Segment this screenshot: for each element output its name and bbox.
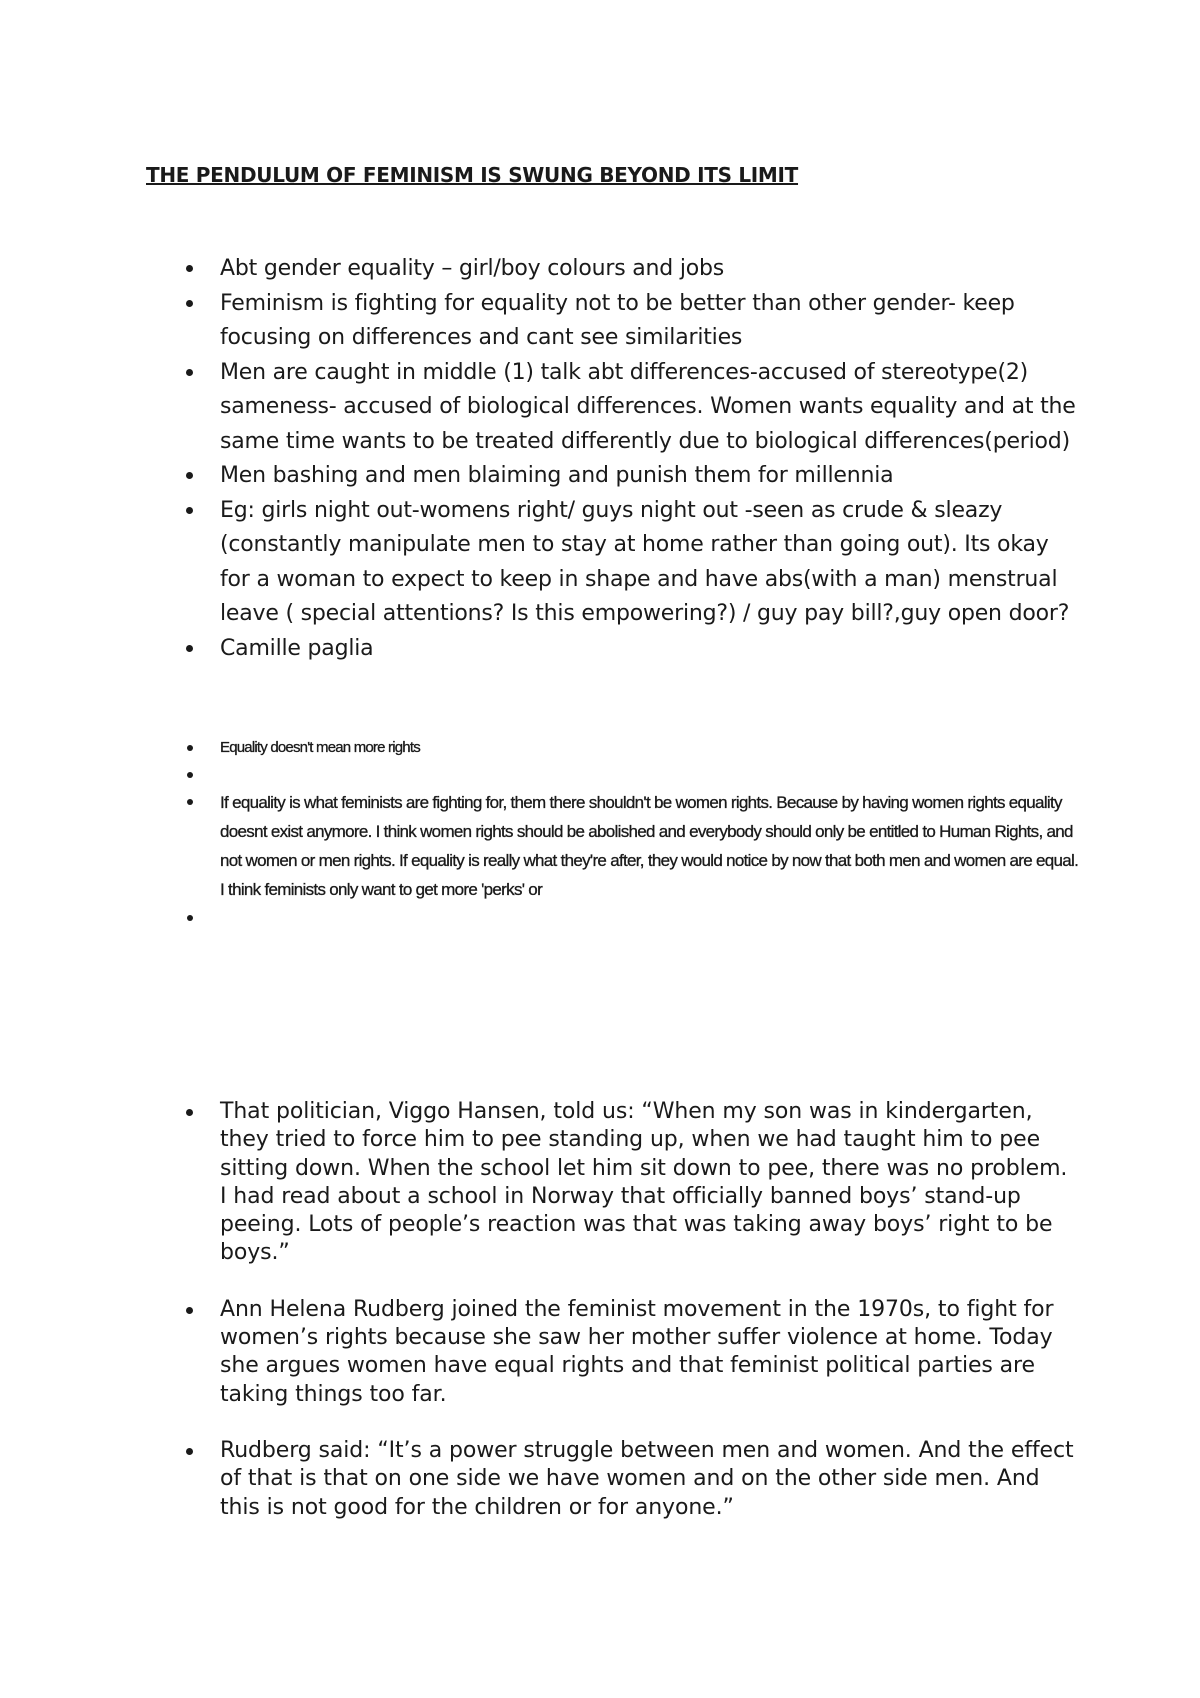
list-item [0, 761, 1080, 788]
bullet-icon [186, 1307, 193, 1314]
list-item: Equality doesn't mean more rights [0, 734, 1080, 761]
bullet-icon [186, 369, 193, 376]
list-item [0, 904, 1080, 931]
bullet-icon [187, 915, 193, 921]
list-item: Rudberg said: “It’s a power struggle between men and women. And the effect of that is that on one side we have women and on the other side men. And this is not good for the children or for anyone.” [0, 1437, 1080, 1522]
list-item: That politician, Viggo Hansen, told us: “When my son was in kindergarten, they tried to force him to pee standing up, when we had taught him to pee sitting down. When the school let him sit down to pee, there was no problem. I had read about a school in Norway that officially banned boys’ stand-up peeing. Lots of people’s reaction was that was taking away boys’ right to be boys.” [0, 1098, 1080, 1268]
list-item: Men bashing and men blaiming and punish them for millennia [0, 459, 1080, 494]
list-item: Camille paglia [0, 632, 1080, 667]
list-item: Feminism is fighting for equality not to be better than other gender- keep focusing on differences and cant see similarities [0, 287, 1080, 356]
bullet-icon [186, 507, 193, 514]
list-item: Abt gender equality – girl/boy colours and jobs [0, 252, 1080, 287]
document-title: THE PENDULUM OF FEMINISM IS SWUNG BEYOND ITS LIMIT [146, 163, 799, 188]
quotes-list [0, 1098, 1200, 1550]
list-item: Men are caught in middle (1) talk abt differences-accused of stereotype(2) sameness- accused of biological differences. Women wants equality and at the same time wants to be treated differently due to biological differences(period) [0, 356, 1080, 460]
bullet-icon [186, 645, 193, 652]
bullet-icon [187, 772, 193, 778]
list-item: If equality is what feminists are fighting for, them there shouldn't be women rights. Because by having women rights equality doesnt exist anymore. I think women rights should be abolished and everybody should only be entitled to Human Rights, and not women or men rights. If equality is really what they're after, they would notice by now that both men and women are equal. I think feminists only want to get more 'perks' or [0, 788, 1080, 904]
list-item: Ann Helena Rudberg joined the feminist movement in the 1970s, to fight for women’s rights because she saw her mother suffer violence at home. Today she argues women have equal rights and that feminist political parties are taking things too far. [0, 1296, 1080, 1409]
bullet-icon [186, 265, 193, 272]
argument-list [0, 734, 1200, 931]
bullet-icon [187, 745, 193, 751]
notes-list [0, 252, 1200, 666]
bullet-icon [186, 300, 193, 307]
list-item: Eg: girls night out-womens right/ guys night out -seen as crude & sleazy (constantly manipulate men to stay at home rather than going out). Its okay for a woman to expect to keep in shape and have abs(with a man) menstrual leave ( special attentions? Is this empowering?) / guy pay bill?,guy open door? [0, 494, 1080, 632]
bullet-icon [187, 799, 193, 805]
bullet-icon [186, 1448, 193, 1455]
bullet-icon [186, 1109, 193, 1116]
bullet-icon [186, 472, 193, 479]
